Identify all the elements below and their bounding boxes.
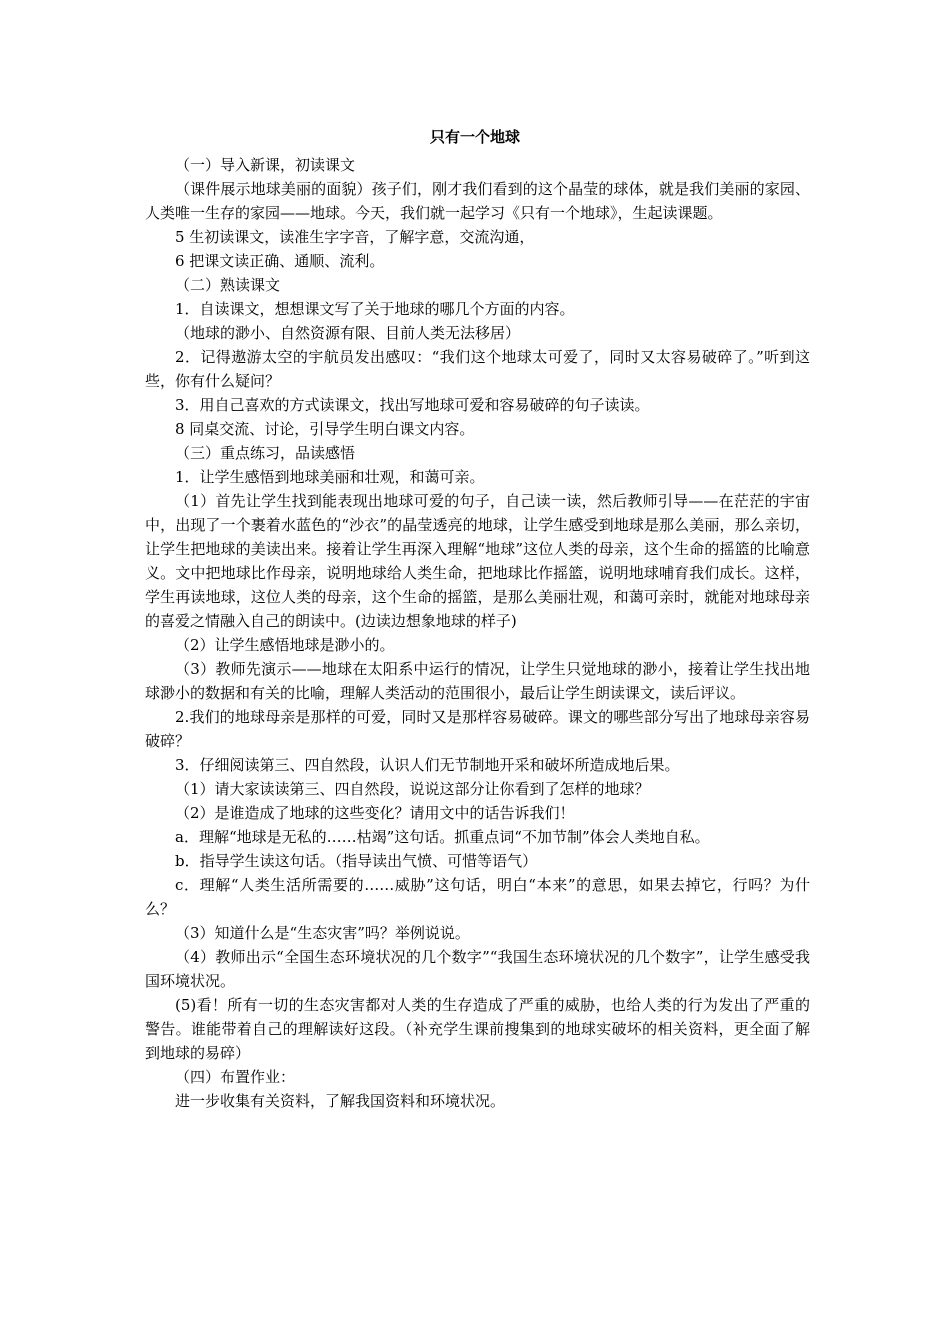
section-heading-4: （四）布置作业： bbox=[175, 1068, 296, 1086]
body-paragraph: （2）让学生感悟地球是渺小的。 bbox=[175, 636, 395, 654]
body-paragraph: 6 把课文读正确、通顺、流利。 bbox=[175, 252, 385, 270]
body-paragraph: 3．用自己喜欢的方式读课文，找出写地球可爱和容易破碎的句子读读。 bbox=[175, 396, 650, 414]
body-paragraph: （地球的渺小、自然资源有限、目前人类无法移居） bbox=[175, 324, 521, 342]
body-paragraph: b．指导学生读这句话。（指导读出气愤、可惜等语气） bbox=[175, 852, 538, 870]
body-paragraph: c．理解“人类生活所需要的……威胁”这句话，明白“本来”的意思，如果去掉它，行吗？为什么？ bbox=[145, 876, 810, 918]
body-paragraph: a．理解“地球是无私的……枯竭”这句话。抓重点词“不加节制”体会人类地自私。 bbox=[175, 828, 710, 846]
body-paragraph: (5)看！所有一切的生态灾害都对人类的生存造成了严重的威胁，也给人类的行为发出了严重的警告。谁能带着自己的理解读好这段。（补充学生课前搜集到的地球实破坏的相关资料，更全面了解到地球的易碎） bbox=[145, 996, 810, 1062]
section-heading-1: （一）导入新课，初读课文 bbox=[175, 156, 356, 174]
document-title: 只有一个地球 bbox=[429, 128, 520, 146]
body-paragraph: （3）教师先演示——地球在太阳系中运行的情况，让学生只觉地球的渺小，接着让学生找出地球渺小的数据和有关的比喻，理解人类活动的范围很小，最后让学生朗读课文，读后评议。 bbox=[145, 660, 810, 702]
body-paragraph: 1．让学生感悟到地球美丽和壮观，和蔼可亲。 bbox=[175, 468, 485, 486]
body-paragraph: 8 同桌交流、讨论，引导学生明白课文内容。 bbox=[175, 420, 475, 438]
body-paragraph: （1）请大家读读第三、四自然段，说说这部分让你看到了怎样的地球？ bbox=[175, 780, 650, 798]
body-paragraph: 2.我们的地球母亲是那样的可爱，同时又是那样容易破碎。课文的哪些部分写出了地球母亲容易破碎？ bbox=[145, 708, 810, 750]
body-paragraph: （2）是谁造成了地球的这些变化？请用文中的话告诉我们！ bbox=[175, 804, 575, 822]
document-body bbox=[145, 153, 810, 1113]
body-paragraph: （3）知道什么是“生态灾害”吗？举例说说。 bbox=[175, 924, 470, 942]
body-paragraph: （课件展示地球美丽的面貌）孩子们，刚才我们看到的这个晶莹的球体，就是我们美丽的家园、人类唯一生存的家园——地球。今天，我们就一起学习《只有一个地球》，生起读课题。 bbox=[145, 180, 810, 222]
body-paragraph: 进一步收集有关资料，了解我国资料和环境状况。 bbox=[175, 1092, 506, 1110]
section-heading-3: （三）重点练习，品读感悟 bbox=[175, 444, 356, 462]
body-paragraph: （1）首先让学生找到能表现出地球可爱的句子，自己读一读，然后教师引导——在茫茫的宇宙中，出现了一个裹着水蓝色的“沙衣”的晶莹透亮的地球，让学生感受到地球是那么美丽，那么亲切，让学生把地球的美读出来。接着让学生再深入理解“地球”这位人类的母亲，这个生命的摇篮的比喻意义。文中把地球比作母亲，说明地球给人类生命，把地球比作摇篮，说明地球哺育我们成长。这样，学生再读地球，这位人类的母亲，这个生命的摇篮，是那么美丽壮观，和蔼可亲时，就能对地球母亲的喜爱之情融入自己的朗读中。(边读边想象地球的样子) bbox=[145, 492, 810, 630]
body-paragraph: 5 生初读课文，读准生字字音，了解字意，交流沟通， bbox=[175, 228, 535, 246]
body-paragraph: 1．自读课文，想想课文写了关于地球的哪几个方面的内容。 bbox=[175, 300, 575, 318]
body-paragraph: 2．记得遨游太空的宇航员发出感叹：“我们这个地球太可爱了，同时又太容易破碎了。”听到这些，你有什么疑问？ bbox=[145, 348, 810, 390]
section-heading-2: （二）熟读课文 bbox=[175, 276, 281, 294]
body-paragraph: （4）教师出示“全国生态环境状况的几个数字”“我国生态环境状况的几个数字”，让学生感受我国环境状况。 bbox=[145, 948, 810, 990]
body-paragraph: 3．仔细阅读第三、四自然段，认识人们无节制地开采和破坏所造成地后果。 bbox=[175, 756, 680, 774]
